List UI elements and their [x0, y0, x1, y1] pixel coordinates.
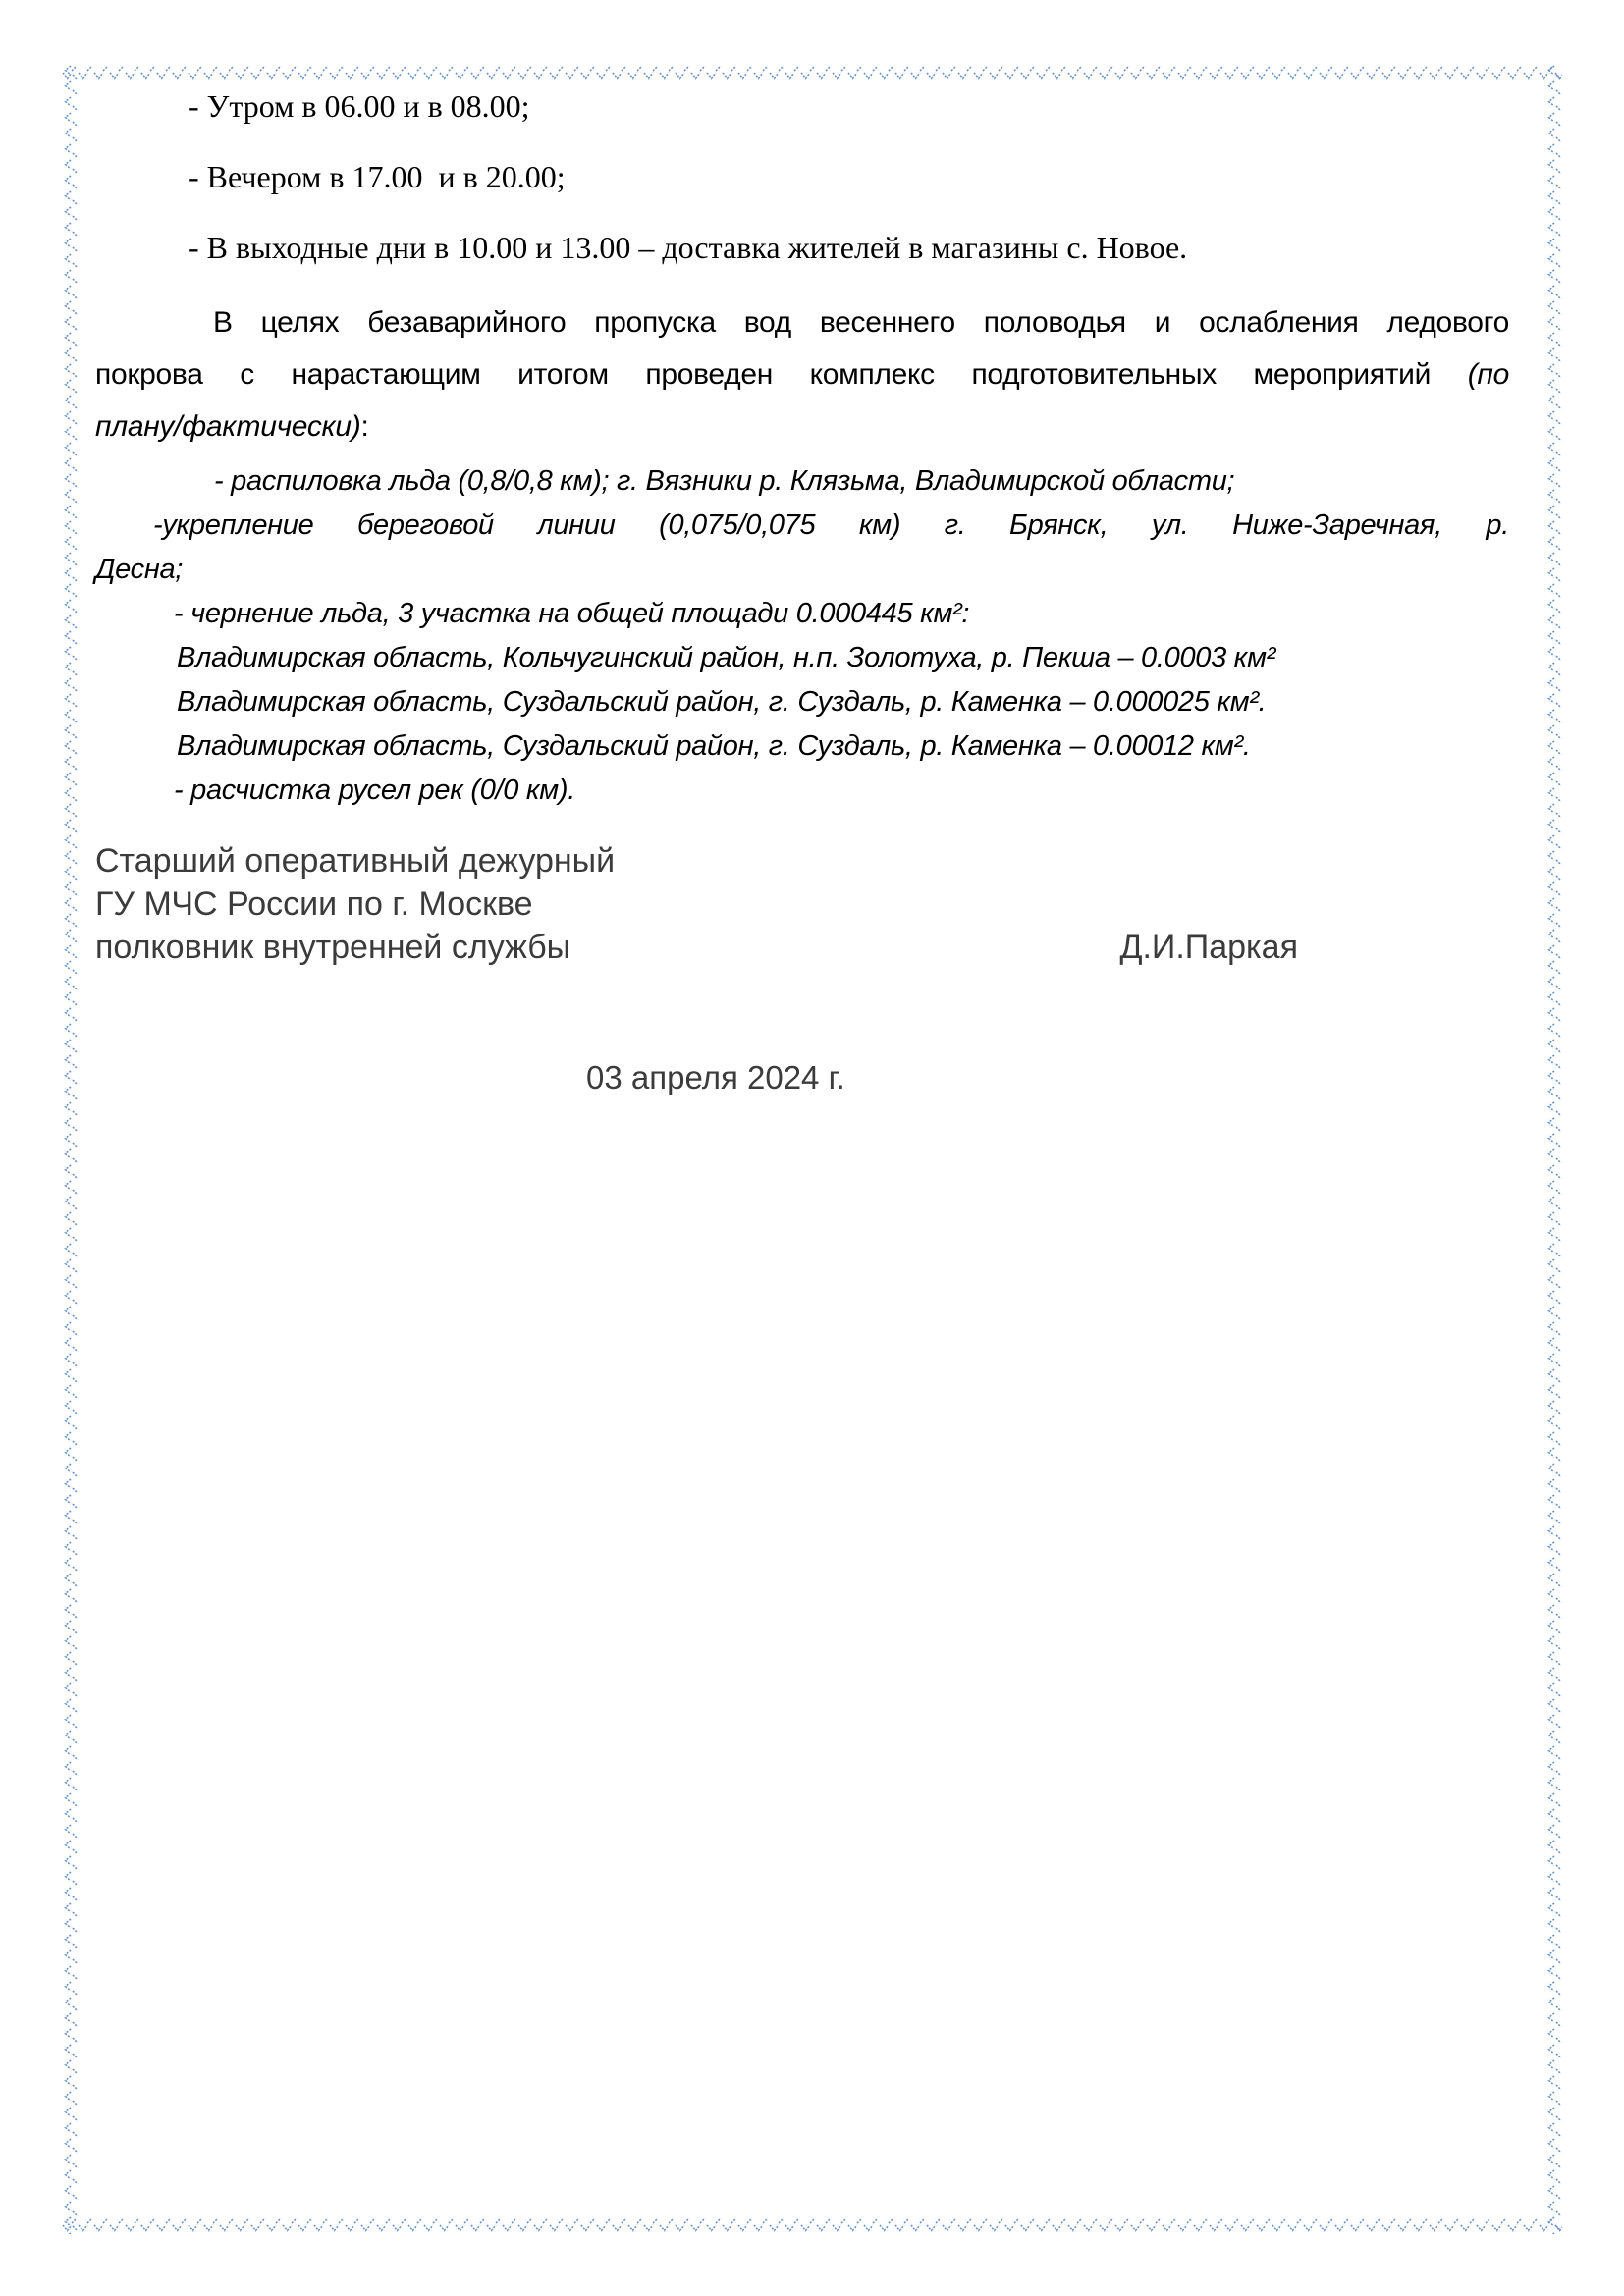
measure-shoreline-line-1: -укрепление береговой линии (0,075/0,075 км) г. Брянск, ул. Ниже-Заречная, р. [153, 509, 1509, 541]
decorative-border-left [62, 65, 79, 2234]
flood-line2-normal-text: покрова с нарастающим итогом проведен комплекс подготовительных мероприятий [95, 358, 1468, 391]
flood-line2-italic-text: (по [1467, 358, 1509, 391]
measure-ice-blackening-header: - чернение льда, 3 участка на общей площади 0.000445 км²: [174, 598, 970, 629]
signature-rank: полковник внутренней службы [95, 929, 571, 966]
measure-blackening-item: Владимирская область, Суздальский район, г. Суздаль, р. Каменка – 0.000025 км². [177, 686, 1267, 718]
flood-line3-colon: : [360, 410, 369, 443]
flood-prevention-paragraph [95, 296, 1509, 453]
decorative-border-bottom [62, 2217, 1562, 2234]
flood-paragraph-line-2 [95, 348, 1509, 400]
flood-paragraph-line-3 [95, 400, 1509, 453]
measure-ice-sawing: - распиловка льда (0,8/0,8 км); г. Вязники р. Клязьма, Владимирской области; [214, 465, 1235, 497]
signature-position-line-1: Старший оперативный дежурный [95, 842, 616, 880]
measure-blackening-item: Владимирская область, Кольчугинский район, н.п. Золотуха, р. Пекша – 0.0003 км² [177, 642, 1276, 673]
measures-section [95, 459, 1509, 813]
schedule-evening-line: - Вечером в 17.00 и в 20.00; [189, 159, 566, 194]
bus-schedule-section [95, 86, 1509, 298]
flood-line3-italic-text: плану/фактически) [95, 410, 361, 443]
signature-name: Д.И.Паркая [1119, 929, 1298, 966]
decorative-border-top [62, 65, 1562, 81]
schedule-morning-line: - Утром в 06.00 и в 08.00; [189, 88, 530, 124]
measure-blackening-item: Владимирская область, Суздальский район, г. Суздаль, р. Каменка – 0.00012 км². [177, 730, 1251, 762]
signature-block [95, 839, 1509, 969]
flood-paragraph-line-1: В целях безаварийного пропуска вод весеннего половодья и ослабления ледового [213, 306, 1509, 339]
decorative-border-right [1545, 65, 1562, 2234]
signature-position-line-2: ГУ МЧС России по г. Москве [95, 885, 533, 923]
measure-riverbed-clearing: - расчистка русел рек (0/0 км). [174, 774, 575, 806]
signature-rank-row [95, 926, 1298, 969]
document-date: 03 апреля 2024 г. [586, 1059, 845, 1095]
measure-shoreline-line-2: Десна; [95, 554, 184, 585]
schedule-weekend-line: - В выходные дни в 10.00 и 13.00 – доставка жителей в магазины с. Новое. [189, 230, 1188, 265]
